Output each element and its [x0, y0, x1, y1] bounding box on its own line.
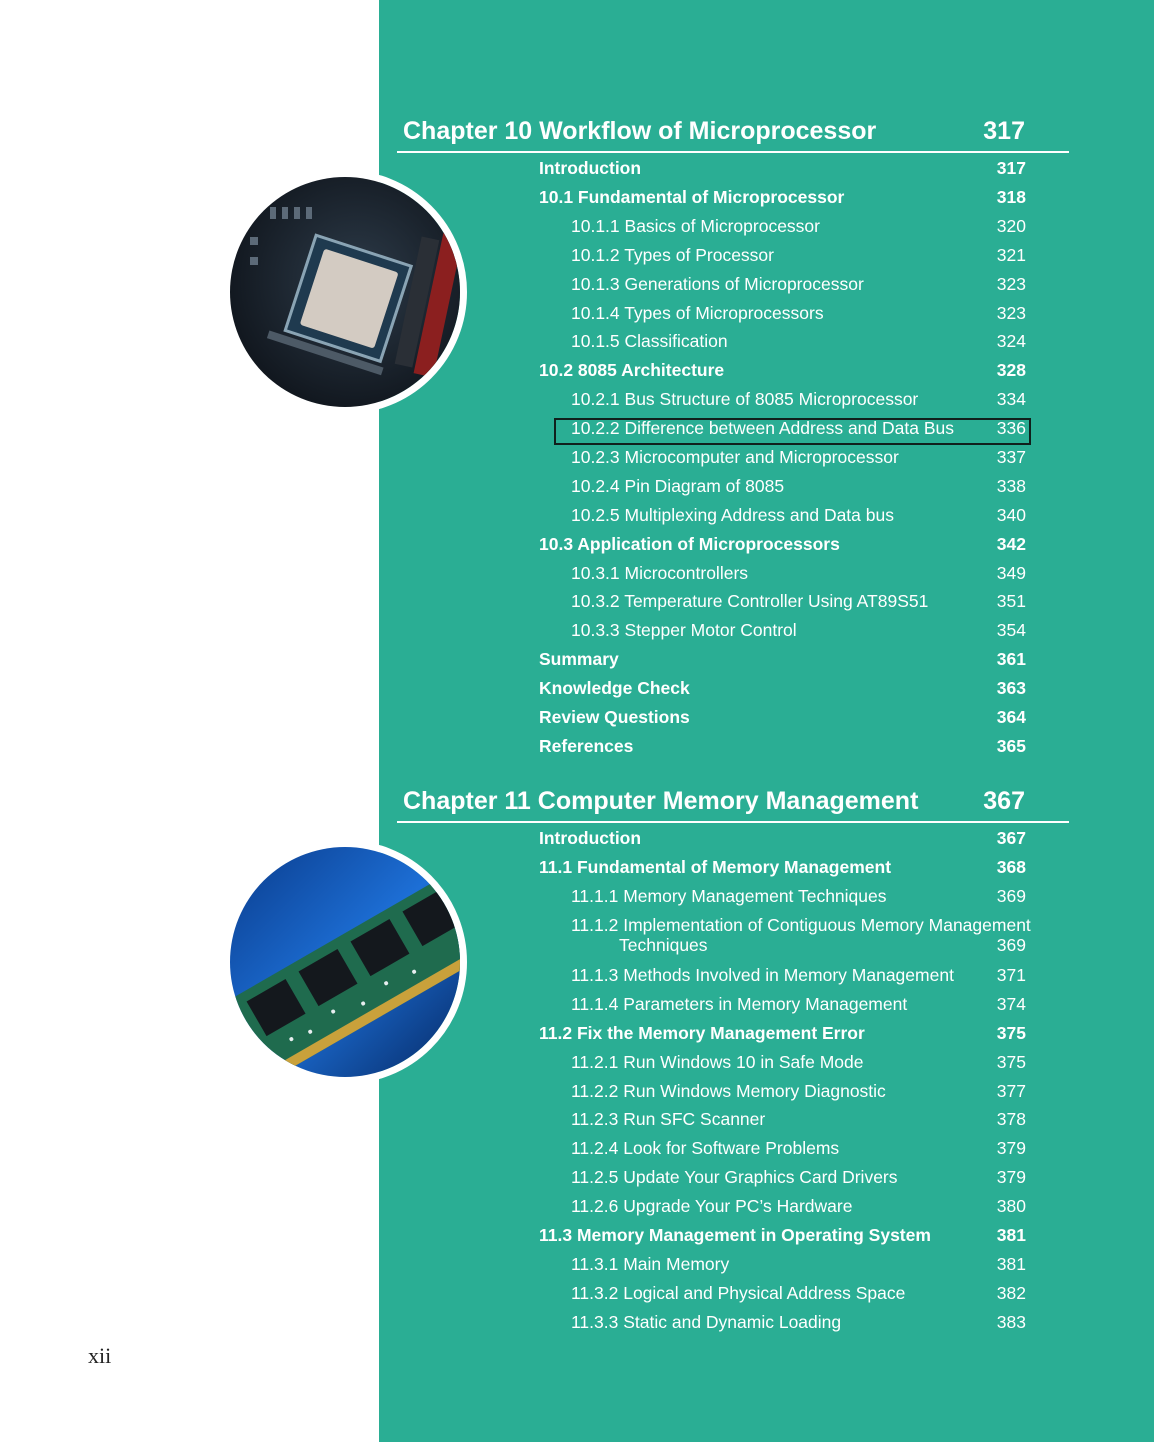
entry-title: 10.1.3 Generations of Microprocessor: [571, 274, 864, 294]
toc-section-entry[interactable]: [539, 649, 1026, 678]
entry-title: 11.2.5 Update Your Graphics Card Drivers: [571, 1167, 898, 1187]
entry-title: 11.3.3 Static and Dynamic Loading: [571, 1312, 842, 1332]
entry-page: 379: [996, 1167, 1026, 1187]
entry-page: 321: [996, 245, 1026, 265]
entry-page: 342: [996, 534, 1026, 554]
toc-section-entry[interactable]: [539, 534, 1026, 563]
entry-page: 361: [996, 649, 1026, 669]
entry-page: 381: [996, 1254, 1026, 1274]
entry-page: 374: [996, 994, 1026, 1014]
entry-page: 337: [996, 447, 1026, 467]
toc-section-entry[interactable]: [539, 707, 1026, 736]
entry-title: 10.2.2 Difference between Address and Data Bus: [571, 418, 954, 438]
toc-subsection-entry[interactable]: [571, 245, 1026, 274]
entry-page: 369: [996, 935, 1026, 955]
toc-subsection-entry[interactable]: [571, 476, 1026, 505]
entry-title: Knowledge Check: [539, 678, 690, 698]
entry-page: 371: [996, 965, 1026, 985]
chapter-rule: [397, 821, 1069, 823]
toc-subsection-entry[interactable]: [571, 1138, 1026, 1167]
entry-title: Review Questions: [539, 707, 690, 727]
toc-subsection-entry[interactable]: [571, 886, 1026, 915]
entry-page: 324: [996, 331, 1026, 351]
entry-page: 383: [996, 1312, 1026, 1332]
toc-subsection-entry[interactable]: [571, 274, 1026, 303]
toc-subsection-entry[interactable]: [571, 620, 1026, 649]
entry-title: 10.2.3 Microcomputer and Microprocessor: [571, 447, 899, 467]
entry-page: 382: [996, 1283, 1026, 1303]
toc-section-entry[interactable]: [539, 1023, 1026, 1052]
toc-section-entry[interactable]: [539, 736, 1026, 765]
toc-subsection-entry[interactable]: [571, 389, 1026, 418]
entry-page: 365: [996, 736, 1026, 756]
entry-title: 11.1.1 Memory Management Techniques: [571, 886, 887, 906]
entry-title: 11.2.4 Look for Software Problems: [571, 1138, 840, 1158]
entry-title: Introduction: [539, 828, 642, 848]
chapter-title: Chapter 10 Workflow of Microprocessor: [403, 117, 877, 145]
microprocessor-socket-photo: [230, 177, 460, 407]
entry-title: 10.3.1 Microcontrollers: [571, 563, 749, 583]
entry-page: 320: [996, 216, 1026, 236]
toc-subsection-entry[interactable]: [571, 563, 1026, 592]
entry-page: 349: [996, 563, 1026, 583]
entry-page: 338: [996, 476, 1026, 496]
toc-section-entry[interactable]: [539, 1225, 1026, 1254]
toc-subsection-entry[interactable]: [571, 915, 1031, 955]
entry-title: 11.3 Memory Management in Operating System: [539, 1225, 931, 1245]
toc-subsection-entry[interactable]: [571, 1254, 1026, 1283]
entry-title-continued: Techniques: [619, 935, 708, 955]
entry-title: 11.2 Fix the Memory Management Error: [539, 1023, 865, 1043]
entry-page: 323: [996, 303, 1026, 323]
entry-page: 340: [996, 505, 1026, 525]
entry-title: 11.2.2 Run Windows Memory Diagnostic: [571, 1081, 886, 1101]
toc-section-entry[interactable]: [539, 678, 1026, 707]
toc-section-entry[interactable]: [539, 857, 1026, 886]
toc-subsection-entry[interactable]: [571, 994, 1026, 1023]
toc-subsection-entry[interactable]: [571, 447, 1026, 476]
toc-subsection-entry[interactable]: [571, 1081, 1026, 1110]
entry-title: 11.2.1 Run Windows 10 in Safe Mode: [571, 1052, 864, 1072]
chapter-title: Chapter 11 Computer Memory Management: [403, 787, 919, 815]
entry-page: 378: [996, 1109, 1026, 1129]
chapter-page: 367: [983, 787, 1025, 815]
entry-title: 11.1 Fundamental of Memory Management: [539, 857, 892, 877]
entry-title: 10.3.3 Stepper Motor Control: [571, 620, 797, 640]
entry-title: 11.1.2 Implementation of Contiguous Memory Management: [571, 915, 1031, 935]
microprocessor-photo: [223, 170, 467, 414]
entry-title: 11.3.1 Main Memory: [571, 1254, 730, 1274]
entry-page: 381: [996, 1225, 1026, 1245]
entry-title: 11.1.4 Parameters in Memory Management: [571, 994, 908, 1014]
toc-section-entry[interactable]: [539, 828, 1026, 857]
entry-page: 377: [996, 1081, 1026, 1101]
entry-title: 10.3.2 Temperature Controller Using AT89S51: [571, 591, 929, 611]
toc-section-entry[interactable]: [539, 187, 1026, 216]
entry-title: References: [539, 736, 634, 756]
chapter-page: 317: [983, 117, 1025, 145]
entry-title: Introduction: [539, 158, 642, 178]
entry-title: 10.1.1 Basics of Microprocessor: [571, 216, 820, 236]
toc-subsection-entry[interactable]: [571, 591, 1026, 620]
entry-title: 10.2.5 Multiplexing Address and Data bus: [571, 505, 894, 525]
memory-module-photo: [230, 847, 460, 1077]
entry-title: 10.1.5 Classification: [571, 331, 728, 351]
memory-photo: [223, 840, 467, 1084]
entry-page: 334: [996, 389, 1026, 409]
toc-subsection-entry[interactable]: [571, 1109, 1026, 1138]
entry-title: 10.3 Application of Microprocessors: [539, 534, 840, 554]
entry-title: Summary: [539, 649, 619, 669]
entry-page: 379: [996, 1138, 1026, 1158]
toc-subsection-entry[interactable]: [571, 965, 1026, 994]
entry-title: 10.1 Fundamental of Microprocessor: [539, 187, 845, 207]
toc-subsection-entry[interactable]: [571, 1196, 1026, 1225]
toc-subsection-entry[interactable]: [571, 216, 1026, 245]
entry-page: 351: [996, 591, 1026, 611]
entry-page: 363: [996, 678, 1026, 698]
entry-page: 364: [996, 707, 1026, 727]
entry-page: 368: [996, 857, 1026, 877]
toc-subsection-entry[interactable]: [571, 505, 1026, 534]
toc-subsection-entry[interactable]: [571, 1052, 1026, 1081]
entry-title: 10.1.2 Types of Processor: [571, 245, 774, 265]
entry-page: 375: [996, 1023, 1026, 1043]
chapter-rule: [397, 151, 1069, 153]
entry-title: 10.2 8085 Architecture: [539, 360, 725, 380]
highlight-box: [554, 418, 1031, 445]
entry-page: 317: [996, 158, 1026, 178]
entry-title: 10.2.4 Pin Diagram of 8085: [571, 476, 785, 496]
entry-title: 10.1.4 Types of Microprocessors: [571, 303, 824, 323]
entry-title: 10.2.1 Bus Structure of 8085 Microprocessor: [571, 389, 919, 409]
toc-subsection-entry[interactable]: [571, 1312, 1026, 1341]
entry-page: 336: [996, 418, 1026, 438]
entry-page: 328: [996, 360, 1026, 380]
page-number: xii: [88, 1343, 112, 1368]
toc-subsection-entry[interactable]: [571, 303, 1026, 332]
toc-section-entry[interactable]: [539, 360, 1026, 389]
entry-page: 369: [996, 886, 1026, 906]
toc-subsection-entry[interactable]: [571, 1283, 1026, 1312]
entry-page: 354: [996, 620, 1026, 640]
entry-page: 318: [996, 187, 1026, 207]
entry-page: 380: [996, 1196, 1026, 1216]
toc-subsection-entry[interactable]: [571, 331, 1026, 360]
entry-page: 323: [996, 274, 1026, 294]
entry-title: 11.3.2 Logical and Physical Address Space: [571, 1283, 906, 1303]
toc-subsection-entry[interactable]: [571, 1167, 1026, 1196]
entry-page: 367: [996, 828, 1026, 848]
toc-section-entry[interactable]: [539, 158, 1026, 187]
entry-title: 11.2.6 Upgrade Your PC’s Hardware: [571, 1196, 853, 1216]
entry-title: 11.1.3 Methods Involved in Memory Management: [571, 965, 954, 985]
entry-page: 375: [996, 1052, 1026, 1072]
entry-title: 11.2.3 Run SFC Scanner: [571, 1109, 766, 1129]
